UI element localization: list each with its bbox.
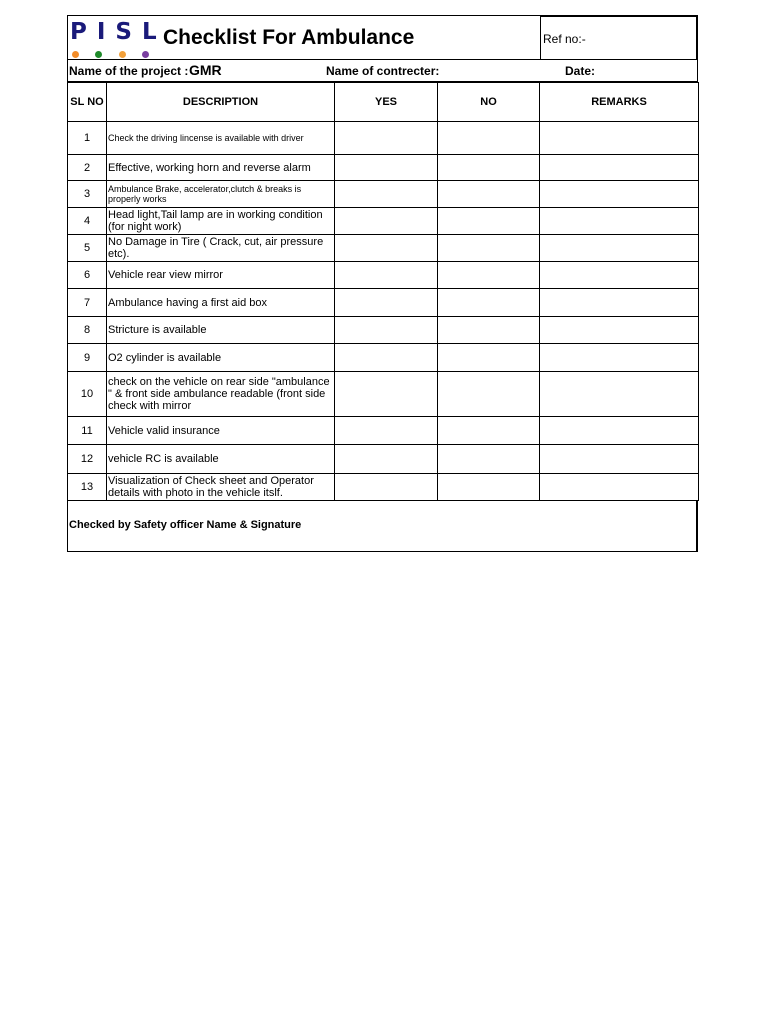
project-value: GMR — [189, 62, 222, 78]
row-remarks-cell[interactable] — [540, 289, 699, 317]
row-sl-no: 10 — [68, 372, 107, 417]
header — [67, 15, 698, 60]
table-row — [68, 445, 699, 474]
row-no-cell[interactable] — [438, 317, 540, 344]
row-no-cell[interactable] — [438, 262, 540, 289]
row-sl-no: 13 — [68, 474, 107, 501]
table-row — [68, 155, 699, 181]
row-description: Vehicle valid insurance — [107, 417, 335, 445]
row-remarks-cell[interactable] — [540, 474, 699, 501]
row-sl-no: 9 — [68, 344, 107, 372]
table-row — [68, 317, 699, 344]
contractor-label: Name of contrecter: — [326, 64, 440, 78]
logo-dot-orange — [72, 51, 79, 58]
ref-box — [540, 15, 698, 60]
row-no-cell[interactable] — [438, 417, 540, 445]
row-no-cell[interactable] — [438, 474, 540, 501]
table-row — [68, 122, 699, 155]
row-yes-cell[interactable] — [335, 417, 438, 445]
row-remarks-cell[interactable] — [540, 181, 699, 208]
table-row — [68, 344, 699, 372]
row-remarks-cell[interactable] — [540, 208, 699, 235]
row-sl-no: 5 — [68, 235, 107, 262]
row-sl-no: 3 — [68, 181, 107, 208]
row-sl-no: 7 — [68, 289, 107, 317]
row-yes-cell[interactable] — [335, 317, 438, 344]
ref-label: Ref no:- — [543, 32, 586, 46]
header-sl-no: SL NO — [68, 83, 107, 122]
row-description: No Damage in Tire ( Crack, cut, air pressure etc). — [107, 235, 335, 262]
row-remarks-cell[interactable] — [540, 122, 699, 155]
row-sl-no: 4 — [68, 208, 107, 235]
row-yes-cell[interactable] — [335, 235, 438, 262]
checklist-table — [67, 82, 699, 501]
row-yes-cell[interactable] — [335, 344, 438, 372]
row-yes-cell[interactable] — [335, 289, 438, 317]
row-no-cell[interactable] — [438, 208, 540, 235]
row-remarks-cell[interactable] — [540, 417, 699, 445]
page-title: Checklist For Ambulance — [163, 26, 415, 49]
row-sl-no: 2 — [68, 155, 107, 181]
row-description: Effective, working horn and reverse alarm — [107, 155, 335, 181]
header-description: DESCRIPTION — [107, 83, 335, 122]
row-description: Ambulance having a first aid box — [107, 289, 335, 317]
row-description: Check the driving lincense is available with driver — [107, 122, 335, 155]
row-sl-no: 12 — [68, 445, 107, 474]
row-remarks-cell[interactable] — [540, 344, 699, 372]
info-row — [67, 60, 698, 82]
row-sl-no: 8 — [68, 317, 107, 344]
row-sl-no: 6 — [68, 262, 107, 289]
table-row — [68, 235, 699, 262]
logo-text: PISL — [70, 19, 167, 45]
company-logo — [70, 19, 167, 59]
row-remarks-cell[interactable] — [540, 235, 699, 262]
table-row — [68, 372, 699, 417]
header-no: NO — [438, 83, 540, 122]
logo-dot-green — [95, 51, 102, 58]
table-row — [68, 181, 699, 208]
row-no-cell[interactable] — [438, 344, 540, 372]
table-row — [68, 208, 699, 235]
row-yes-cell[interactable] — [335, 262, 438, 289]
row-description: Stricture is available — [107, 317, 335, 344]
row-yes-cell[interactable] — [335, 181, 438, 208]
row-yes-cell[interactable] — [335, 474, 438, 501]
logo-dot-yellow — [119, 51, 126, 58]
row-sl-no: 1 — [68, 122, 107, 155]
row-description: Visualization of Check sheet and Operator details with photo in the vehicle itslf. — [107, 474, 335, 501]
row-remarks-cell[interactable] — [540, 445, 699, 474]
row-yes-cell[interactable] — [335, 372, 438, 417]
date-label: Date: — [565, 64, 596, 78]
row-description: Vehicle rear view mirror — [107, 262, 335, 289]
header-yes: YES — [335, 83, 438, 122]
row-no-cell[interactable] — [438, 155, 540, 181]
row-no-cell[interactable] — [438, 445, 540, 474]
signature-footer — [67, 501, 698, 552]
row-remarks-cell[interactable] — [540, 317, 699, 344]
row-description: Ambulance Brake, accelerator,clutch & breaks is properly works — [107, 181, 335, 208]
table-row — [68, 289, 699, 317]
table-row — [68, 417, 699, 445]
row-no-cell[interactable] — [438, 181, 540, 208]
row-yes-cell[interactable] — [335, 445, 438, 474]
row-no-cell[interactable] — [438, 122, 540, 155]
row-remarks-cell[interactable] — [540, 372, 699, 417]
row-description: check on the vehicle on rear side "ambulance " & front side ambulance readable (front side check with mirror — [107, 372, 335, 417]
logo-dot-purple — [142, 51, 149, 58]
table-row — [68, 262, 699, 289]
row-no-cell[interactable] — [438, 289, 540, 317]
row-no-cell[interactable] — [438, 372, 540, 417]
signature-label: Checked by Safety officer Name & Signature — [69, 519, 302, 531]
row-yes-cell[interactable] — [335, 122, 438, 155]
checklist-sheet — [67, 15, 698, 552]
row-description: vehicle RC is available — [107, 445, 335, 474]
row-description: O2 cylinder is available — [107, 344, 335, 372]
table-row — [68, 474, 699, 501]
row-description: Head light,Tail lamp are in working condition (for night work) — [107, 208, 335, 235]
row-remarks-cell[interactable] — [540, 155, 699, 181]
project-label: Name of the project : — [69, 64, 189, 78]
row-yes-cell[interactable] — [335, 155, 438, 181]
header-remarks: REMARKS — [540, 83, 699, 122]
row-remarks-cell[interactable] — [540, 262, 699, 289]
row-sl-no: 11 — [68, 417, 107, 445]
table-header-row — [68, 83, 699, 122]
row-no-cell[interactable] — [438, 235, 540, 262]
row-yes-cell[interactable] — [335, 208, 438, 235]
